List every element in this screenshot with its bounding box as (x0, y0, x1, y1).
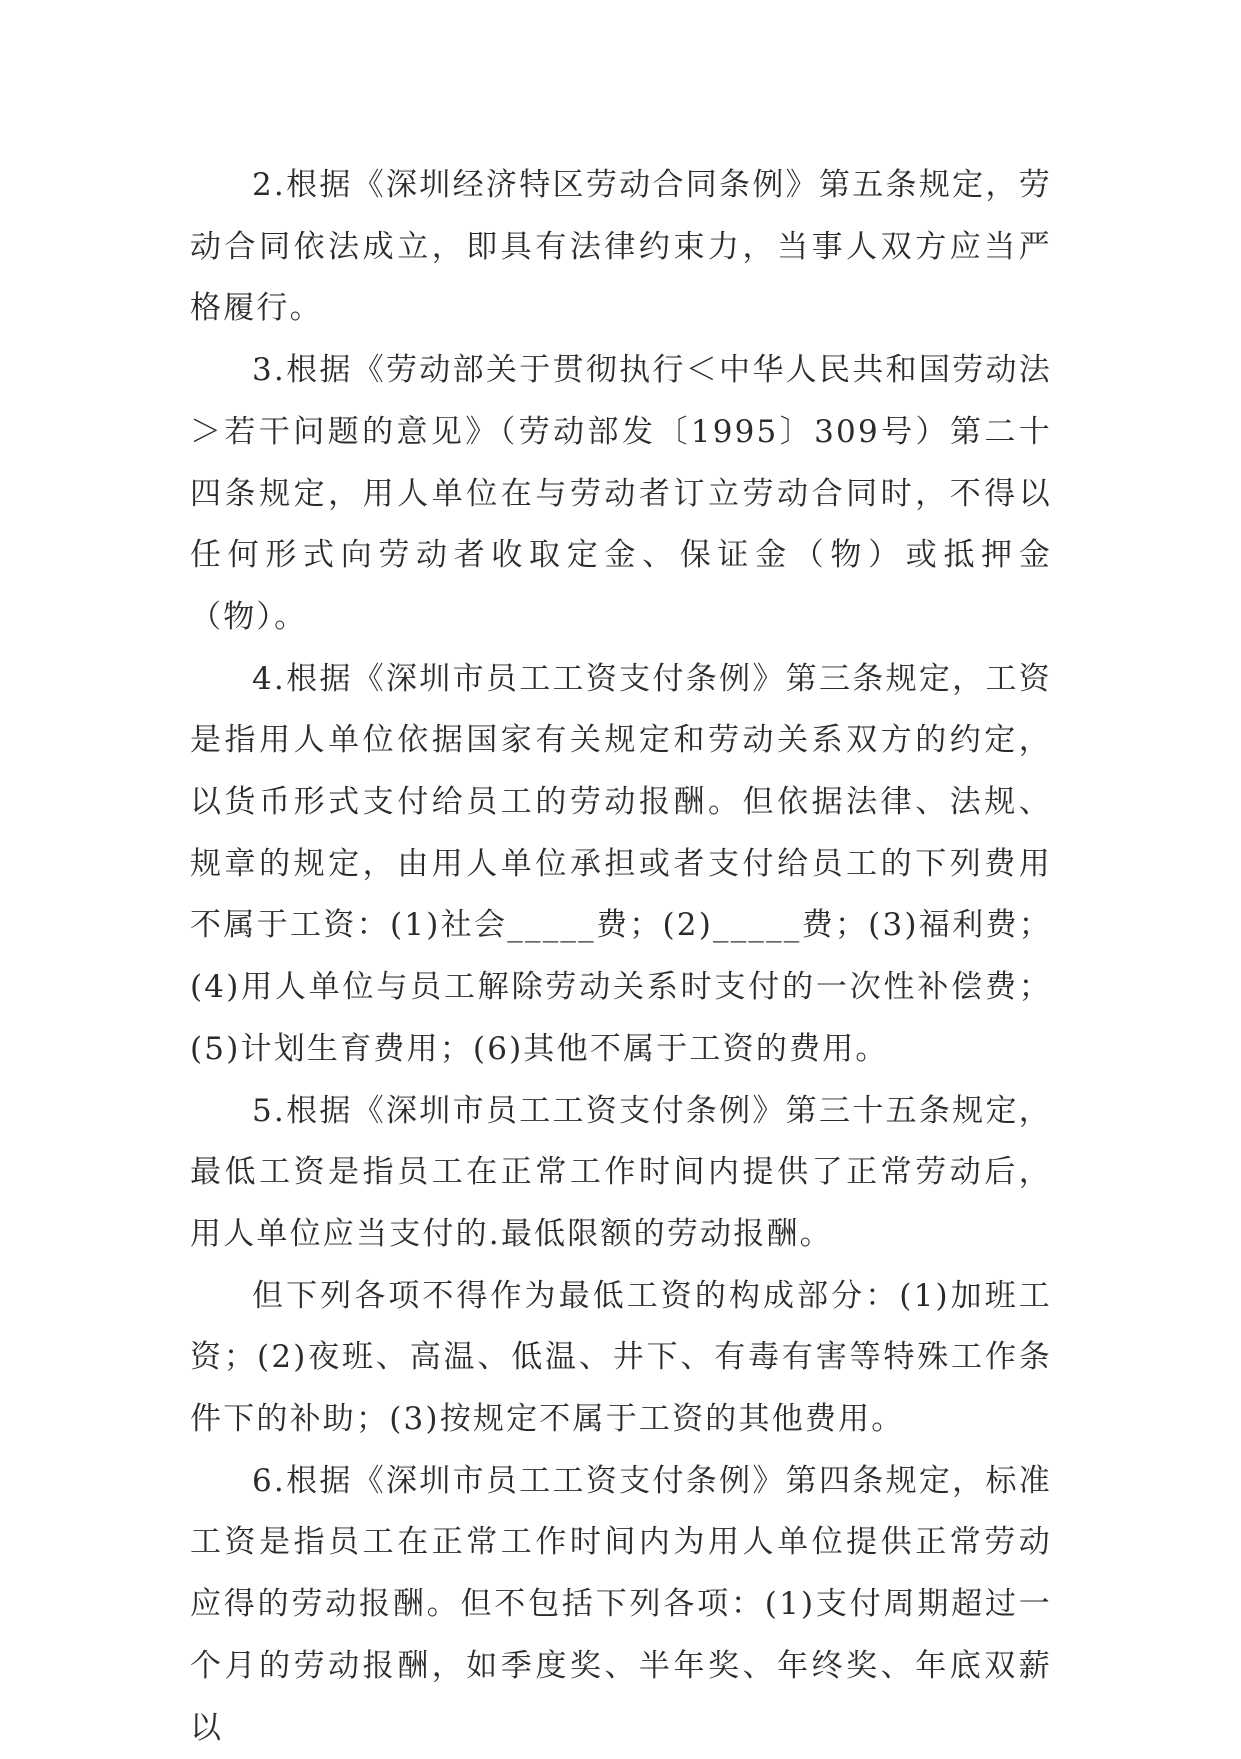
paragraph-3: 3.根据《劳动部关于贯彻执行＜中华人民共和国劳动法＞若干问题的意见》（劳动部发〔1995〕309号）第二十四条规定，用人单位在与劳动者订立劳动合同时，不得以任何形式向劳动者收取定金、保证金（物）或抵押金（物）。 (190, 352, 1052, 635)
paragraph-2: 2.根据《深圳经济特区劳动合同条例》第五条规定，劳动合同依法成立，即具有法律约束力，当事人双方应当严格履行。 (190, 167, 1052, 327)
paragraph-6: 6.根据《深圳市员工工资支付条例》第四条规定，标准工资是指员工在正常工作时间内为用人单位提供正常劳动应得的劳动报酬。但不包括下列各项：(1)支付周期超过一个月的劳动报酬，如季度奖、半年奖、年终奖、年底双薪以 (190, 1462, 1052, 1746)
paragraph-5-continued: 但下列各项不得作为最低工资的构成部分：(1)加班工资；(2)夜班、高温、低温、井下、有毒有害等特殊工作条件下的补助；(3)按规定不属于工资的其他费用。 (190, 1277, 1052, 1438)
paragraph-5: 5.根据《深圳市员工工资支付条例》第三十五条规定，最低工资是指员工在正常工作时间内提供了正常劳动后，用人单位应当支付的.最低限额的劳动报酬。 (190, 1092, 1052, 1252)
paragraph-4: 4.根据《深圳市员工工资支付条例》第三条规定，工资是指用人单位依据国家有关规定和劳动关系双方的约定，以货币形式支付给员工的劳动报酬。但依据法律、法规、规章的规定，由用人单位承担或者支付给员工的下列费用不属于工资：(1)社会_____费；(2)_____费；(3)福利费；(4)用人单位与员工解除劳动关系时支付的一次性补偿费；(5)计划生育费用；(6)其他不属于工资的费用。 (190, 660, 1052, 1067)
document-body (190, 155, 1052, 1759)
